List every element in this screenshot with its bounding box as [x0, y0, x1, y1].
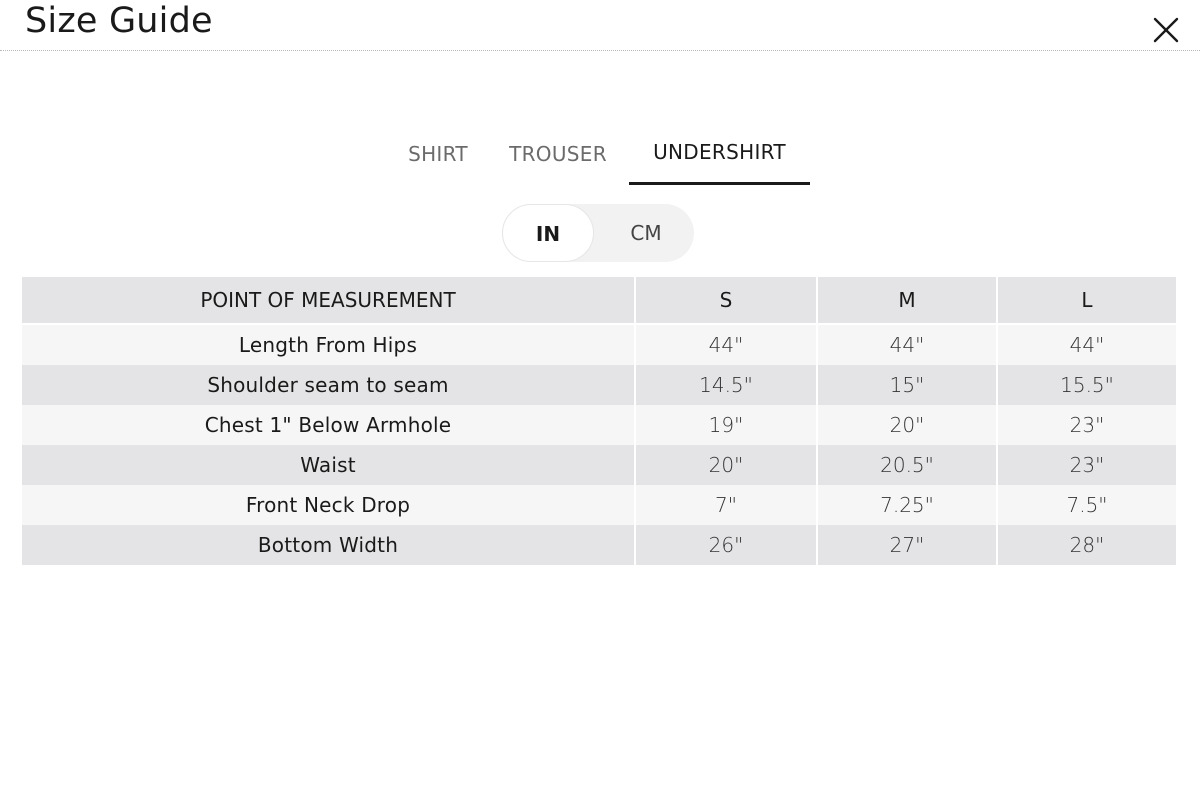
- value-s: 20": [636, 445, 816, 485]
- table-row: [22, 525, 1176, 565]
- value-s: 26": [636, 525, 816, 565]
- table-row: [22, 405, 1176, 445]
- table-row: [22, 485, 1176, 525]
- value-m: 15": [818, 365, 996, 405]
- header-divider: [0, 50, 1200, 51]
- table-header-row: [22, 277, 1176, 325]
- value-l: 44": [998, 325, 1176, 365]
- tab-shirt[interactable]: SHIRT: [408, 142, 468, 166]
- table-row: [22, 365, 1176, 405]
- close-button[interactable]: [1150, 14, 1182, 46]
- value-s: 14.5": [636, 365, 816, 405]
- measurement-label: Shoulder seam to seam: [22, 365, 634, 405]
- measurement-label: Chest 1" Below Armhole: [22, 405, 634, 445]
- table-row: [22, 325, 1176, 365]
- header-size-s: S: [636, 277, 816, 325]
- value-l: 15.5": [998, 365, 1176, 405]
- garment-tabs: [0, 140, 1200, 186]
- modal-title: Size Guide: [25, 1, 213, 41]
- measurement-label: Length From Hips: [22, 325, 634, 365]
- value-s: 7": [636, 485, 816, 525]
- value-m: 27": [818, 525, 996, 565]
- value-l: 7.5": [998, 485, 1176, 525]
- table-row: [22, 445, 1176, 485]
- unit-option-in[interactable]: IN: [502, 204, 594, 262]
- tab-undershirt[interactable]: UNDERSHIRT: [629, 138, 810, 185]
- unit-toggle: [502, 204, 694, 262]
- measurement-label: Front Neck Drop: [22, 485, 634, 525]
- header-point-of-measurement: POINT OF MEASUREMENT: [22, 277, 634, 325]
- value-m: 7.25": [818, 485, 996, 525]
- size-table: [20, 277, 1178, 565]
- value-m: 44": [818, 325, 996, 365]
- close-icon: [1150, 14, 1182, 46]
- header-size-l: L: [998, 277, 1176, 325]
- value-s: 19": [636, 405, 816, 445]
- measurement-label: Waist: [22, 445, 634, 485]
- value-l: 28": [998, 525, 1176, 565]
- value-l: 23": [998, 405, 1176, 445]
- value-s: 44": [636, 325, 816, 365]
- value-m: 20": [818, 405, 996, 445]
- unit-option-cm[interactable]: CM: [630, 221, 662, 245]
- value-l: 23": [998, 445, 1176, 485]
- value-m: 20.5": [818, 445, 996, 485]
- measurement-label: Bottom Width: [22, 525, 634, 565]
- tab-trouser[interactable]: TROUSER: [509, 142, 607, 166]
- header-size-m: M: [818, 277, 996, 325]
